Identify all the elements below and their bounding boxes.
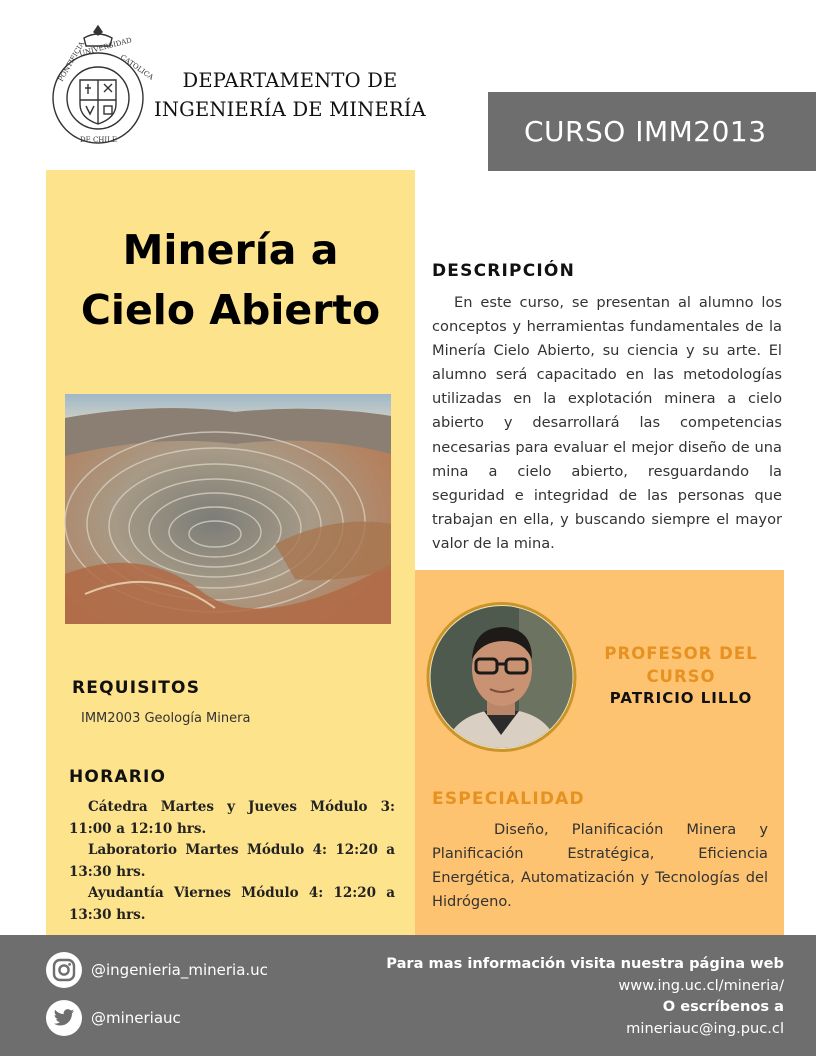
requirements-heading: REQUISITOS: [72, 678, 201, 698]
open-pit-mine-image: [65, 394, 391, 624]
info-label: Para mas información visita nuestra página web: [386, 955, 784, 972]
course-code: CURSO IMM2013: [524, 115, 767, 148]
description-body: En este curso, se presentan al alumno los conceptos y herramientas fundamentales de la Minería Cielo Abierto, su ciencia y su arte. El alumno será capacitado en las metodologías utilizadas en la explotación minera a cielo abierto y desarrollará las competencias necesarias para evaluar el mejor diseño de una mina a cielo abierto, resguardando la seguridad e integridad de las personas que trabajan en ella, y buscando siempre el mayor valor de la mina.: [432, 294, 782, 552]
svg-text:DE CHILE: DE CHILE: [80, 136, 117, 144]
schedule-item-ayudantia: Ayudantía Viernes Módulo 4: 12:20 a 13:30 hrs.: [69, 885, 395, 923]
course-title: [46, 220, 415, 340]
instagram-handle: @ingenieria_mineria.uc: [91, 961, 268, 979]
schedule-item-catedra: Cátedra Martes y Jueves Módulo 3: 11:00 a 12:10 hrs.: [69, 799, 395, 837]
contact-info: [386, 953, 784, 1039]
website-link[interactable]: www.ing.uc.cl/mineria/: [618, 976, 784, 994]
twitter-icon: [46, 1000, 82, 1036]
email-link[interactable]: mineriauc@ing.puc.cl: [626, 1019, 784, 1037]
svg-text:UNIVERSIDAD: UNIVERSIDAD: [78, 36, 133, 58]
professor-title: PROFESOR DEL CURSO: [604, 644, 758, 686]
twitter-link[interactable]: [46, 1000, 181, 1036]
footer-bar: [0, 935, 816, 1056]
twitter-handle: @mineriauc: [91, 1009, 181, 1027]
professor-name: PATRICIO LILLO: [609, 689, 753, 707]
university-seal-icon: [50, 22, 155, 150]
department-line-1: DEPARTAMENTO DE: [182, 69, 398, 92]
schedule-item-laboratorio: Laboratorio Martes Módulo 4: 12:20 a 13:30 hrs.: [69, 842, 395, 880]
svg-text:CATOLICA: CATOLICA: [118, 53, 155, 82]
specialty-heading: ESPECIALIDAD: [432, 789, 585, 809]
department-line-2: INGENIERÍA DE MINERÍA: [154, 98, 426, 121]
write-label: O escríbenos a: [662, 998, 784, 1015]
requirement-item: IMM2003 Geología Minera: [81, 711, 251, 726]
course-title-line-1: Minería a: [122, 226, 339, 274]
instagram-link[interactable]: [46, 952, 268, 988]
department-name: [150, 66, 430, 124]
specialty-body: Diseño, Planificación Minera y Planificación Estratégica, Eficiencia Energética, Automatización y Tecnologías del Hidrógeno.: [432, 821, 768, 911]
schedule-list: [69, 797, 395, 927]
instagram-icon: [46, 952, 82, 988]
description-heading: DESCRIPCIÓN: [432, 261, 575, 281]
course-code-banner: [488, 92, 816, 171]
course-title-line-2: Cielo Abierto: [80, 286, 381, 334]
svg-text:PONTIFICIA: PONTIFICIA: [56, 40, 87, 83]
schedule-heading: HORARIO: [69, 767, 167, 787]
professor-photo: [424, 601, 579, 753]
